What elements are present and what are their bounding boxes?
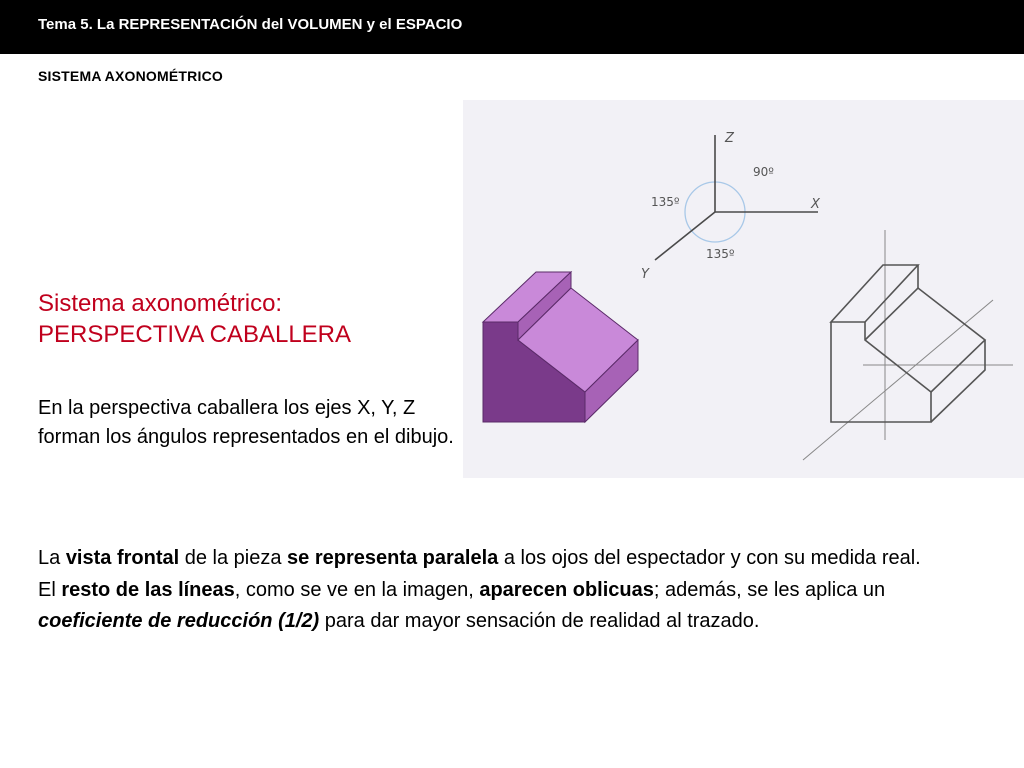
intro-paragraph: En la perspectiva caballera los ejes X, Y, Z forman los ángulos representados en el dibujo.: [38, 397, 454, 448]
text-run: para dar mayor sensación de realidad al trazado.: [319, 610, 760, 632]
explanation-text: [38, 543, 988, 638]
section-subtitle: SISTEMA AXONOMÉTRICO: [38, 68, 223, 84]
wire-front-outline: [831, 322, 931, 422]
paragraph-front-view: [38, 543, 988, 575]
wire-back-top: [831, 265, 918, 322]
emphasis-reduction-coefficient: coeficiente de reducción (1/2): [38, 610, 320, 632]
text-run: , como se ve en la imagen,: [234, 578, 480, 601]
emphasis-other-lines: resto de las líneas: [61, 578, 235, 601]
text-run: a los ojos del espectador y con su medida real.: [498, 547, 921, 569]
text-run: ; además, se les aplica un: [653, 578, 886, 601]
caballera-perspective-figure: [463, 100, 1024, 478]
text-run: La: [38, 547, 66, 569]
slide-heading: [38, 288, 351, 350]
angle-label-135-left: 135º: [651, 195, 680, 209]
z-axis-label: Z: [725, 131, 734, 146]
heading-line-2: PERSPECTIVA CABALLERA: [38, 321, 352, 348]
x-axis-label: X: [811, 197, 820, 212]
angle-label-90: 90º: [753, 165, 774, 179]
text-run: de la pieza: [179, 547, 288, 569]
y-axis-label: Y: [641, 267, 649, 282]
angle-label-135-bottom: 135º: [706, 247, 735, 261]
wire-right-side: [931, 340, 985, 422]
slide-topic-title: Tema 5. La REPRESENTACIÓN del VOLUMEN y el ESPACIO: [38, 16, 463, 33]
solid-piece: [483, 272, 638, 422]
top-title-bar: [0, 0, 1024, 54]
perspective-drawing: [463, 100, 1024, 478]
emphasis-oblique: aparecen oblicuas: [479, 578, 654, 601]
emphasis-front-view: vista frontal: [65, 547, 180, 569]
heading-line-1: Sistema axonométrico:: [38, 290, 283, 317]
paragraph-oblique-lines: [38, 575, 988, 638]
text-run: El: [38, 578, 62, 601]
emphasis-parallel: se representa paralela: [287, 547, 499, 569]
wireframe-piece: [803, 230, 1013, 460]
